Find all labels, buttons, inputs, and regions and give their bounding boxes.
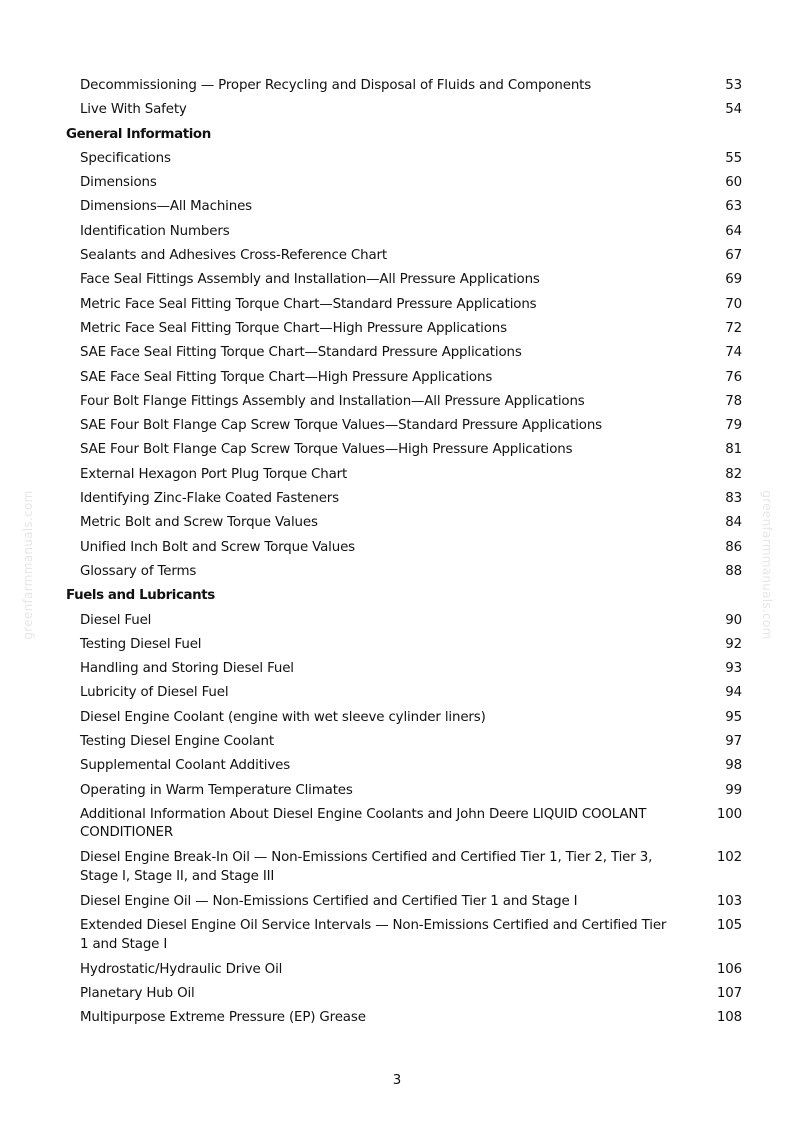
entry-title: Decommissioning — Proper Recycling and Disposal of Fluids and Components	[80, 78, 592, 93]
entry-page-number: 70	[725, 296, 742, 312]
toc-entry[interactable]	[66, 806, 742, 850]
entry-page-number: 83	[725, 491, 742, 507]
section-title: Fuels and Lubricants	[66, 588, 215, 604]
entry-page-number: 76	[725, 369, 742, 385]
entry-page-number: 60	[725, 175, 742, 191]
toc-entry[interactable]	[66, 733, 742, 757]
entry-title: Extended Diesel Engine Oil Service Intervals — Non-Emissions Certified and Certified Tier 1 and Stage I	[80, 918, 667, 952]
entry-page-number: 98	[725, 758, 742, 774]
entry-title: SAE Four Bolt Flange Cap Screw Torque Values—High Pressure Applications	[80, 442, 573, 458]
toc-entry[interactable]	[66, 223, 742, 247]
toc-entry[interactable]	[66, 917, 742, 961]
entry-page-number: 105	[716, 918, 742, 934]
entry-title: Metric Face Seal Fitting Torque Chart—Standard Pressure Applications	[80, 296, 537, 312]
entry-title: Four Bolt Flange Fittings Assembly and Installation—All Pressure Applications	[80, 393, 585, 409]
entry-title: Supplemental Coolant Additives	[80, 758, 291, 774]
entry-title: Operating in Warm Temperature Climates	[80, 782, 353, 798]
toc-entry[interactable]	[66, 490, 742, 514]
entry-page-number: 84	[725, 515, 742, 531]
entry-page-number: 92	[725, 636, 742, 652]
toc-entry[interactable]	[66, 709, 742, 733]
toc-entry[interactable]	[66, 101, 742, 125]
entry-page-number: 97	[725, 734, 742, 750]
entry-page-number: 100	[716, 806, 742, 822]
entry-title: Lubricity of Diesel Fuel	[80, 685, 229, 701]
toc-entry[interactable]	[66, 466, 742, 490]
entry-page-number: 86	[725, 539, 742, 555]
toc-entry[interactable]	[66, 150, 742, 174]
entry-title: Handling and Storing Diesel Fuel	[80, 661, 294, 677]
toc-entry[interactable]	[66, 174, 742, 198]
entry-title: Diesel Engine Oil — Non-Emissions Certified and Certified Tier 1 and Stage I	[80, 893, 578, 909]
toc-entry[interactable]	[66, 612, 742, 636]
entry-page-number: 93	[725, 661, 742, 677]
toc-entry[interactable]	[66, 344, 742, 368]
entry-title: Metric Bolt and Screw Torque Values	[80, 515, 318, 531]
entry-title: Identifying Zinc-Flake Coated Fasteners	[80, 491, 339, 507]
entry-page-number: 103	[716, 893, 742, 909]
entry-title: Testing Diesel Engine Coolant	[80, 734, 274, 750]
toc-entry[interactable]	[66, 514, 742, 538]
entry-page-number: 67	[725, 248, 742, 264]
entry-title: Face Seal Fittings Assembly and Installation—All Pressure Applications	[80, 272, 540, 288]
entry-title: Glossary of Terms	[80, 563, 197, 579]
entry-page-number: 64	[725, 223, 742, 239]
table-of-contents	[66, 77, 742, 1034]
entry-page-number: 106	[716, 961, 742, 977]
entry-title: Specifications	[80, 150, 171, 166]
toc-entry[interactable]	[66, 1009, 742, 1033]
entry-page-number: 54	[725, 102, 742, 118]
toc-entry[interactable]	[66, 539, 742, 563]
entry-page-number: 53	[725, 78, 742, 93]
toc-entry[interactable]	[66, 684, 742, 708]
entry-page-number: 82	[725, 466, 742, 482]
toc-entry[interactable]	[66, 198, 742, 222]
entry-page-number: 99	[725, 782, 742, 798]
entry-page-number: 94	[725, 685, 742, 701]
entry-page-number: 108	[716, 1010, 742, 1026]
toc-entry[interactable]	[66, 247, 742, 271]
toc-entry[interactable]	[66, 893, 742, 917]
entry-title: Hydrostatic/Hydraulic Drive Oil	[80, 961, 283, 977]
entry-title: Live With Safety	[80, 102, 187, 118]
entry-page-number: 69	[725, 272, 742, 288]
entry-page-number: 88	[725, 563, 742, 579]
entry-page-number: 63	[725, 199, 742, 215]
toc-entry[interactable]	[66, 393, 742, 417]
entry-title: Unified Inch Bolt and Screw Torque Values	[80, 539, 355, 555]
entry-page-number: 90	[725, 612, 742, 628]
toc-entry[interactable]	[66, 296, 742, 320]
toc-entry[interactable]	[66, 849, 742, 893]
toc-section-heading	[66, 587, 742, 611]
entry-page-number: 95	[725, 709, 742, 725]
entry-title: Dimensions—All Machines	[80, 199, 252, 215]
toc-entry[interactable]	[66, 985, 742, 1009]
toc-entry[interactable]	[66, 271, 742, 295]
entry-title: Diesel Fuel	[80, 612, 152, 628]
entry-page-number: 55	[725, 150, 742, 166]
entry-title: Diesel Engine Break-In Oil — Non-Emissions Certified and Certified Tier 1, Tier 2, Tier 3, Stage I, Stage II, and Stage III	[80, 850, 653, 884]
entry-title: Testing Diesel Fuel	[80, 636, 202, 652]
entry-page-number: 102	[716, 850, 742, 866]
toc-entry[interactable]	[66, 369, 742, 393]
entry-page-number: 72	[725, 320, 742, 336]
entry-page-number: 74	[725, 345, 742, 361]
toc-entry[interactable]	[66, 961, 742, 985]
entry-page-number: 79	[725, 418, 742, 434]
entry-title: Additional Information About Diesel Engine Coolants and John Deere LIQUID COOLANT CONDITIONER	[80, 806, 647, 841]
toc-section-heading	[66, 126, 742, 150]
toc-entry[interactable]	[66, 757, 742, 781]
entry-title: SAE Four Bolt Flange Cap Screw Torque Values—Standard Pressure Applications	[80, 418, 602, 434]
toc-entry[interactable]	[66, 660, 742, 684]
toc-entry[interactable]	[66, 417, 742, 441]
entry-page-number: 81	[725, 442, 742, 458]
page-number: 3	[392, 1073, 402, 1088]
entry-title: SAE Face Seal Fitting Torque Chart—High Pressure Applications	[80, 369, 493, 385]
entry-title: Multipurpose Extreme Pressure (EP) Grease	[80, 1010, 366, 1026]
entry-page-number: 78	[725, 393, 742, 409]
entry-page-number: 107	[716, 986, 742, 1001]
entry-title: Identification Numbers	[80, 223, 230, 239]
watermark-right: greenfarmmanuals.com	[760, 490, 774, 640]
entry-title: Dimensions	[80, 175, 157, 191]
toc-entry[interactable]	[66, 782, 742, 806]
toc-entry[interactable]	[66, 77, 742, 101]
toc-entry[interactable]	[66, 441, 742, 465]
entry-title: Planetary Hub Oil	[80, 986, 195, 1001]
toc-entry[interactable]	[66, 320, 742, 344]
entry-title: SAE Face Seal Fitting Torque Chart—Standard Pressure Applications	[80, 345, 522, 361]
entry-title: Metric Face Seal Fitting Torque Chart—High Pressure Applications	[80, 320, 507, 336]
entry-title: Diesel Engine Coolant (engine with wet sleeve cylinder liners)	[80, 709, 486, 725]
entry-title: External Hexagon Port Plug Torque Chart	[80, 466, 348, 482]
toc-entry[interactable]	[66, 563, 742, 587]
watermark-left: greenfarmmanuals.com	[21, 490, 35, 640]
entry-title: Sealants and Adhesives Cross-Reference Chart	[80, 248, 387, 264]
toc-entry[interactable]	[66, 636, 742, 660]
section-title: General Information	[66, 126, 211, 142]
